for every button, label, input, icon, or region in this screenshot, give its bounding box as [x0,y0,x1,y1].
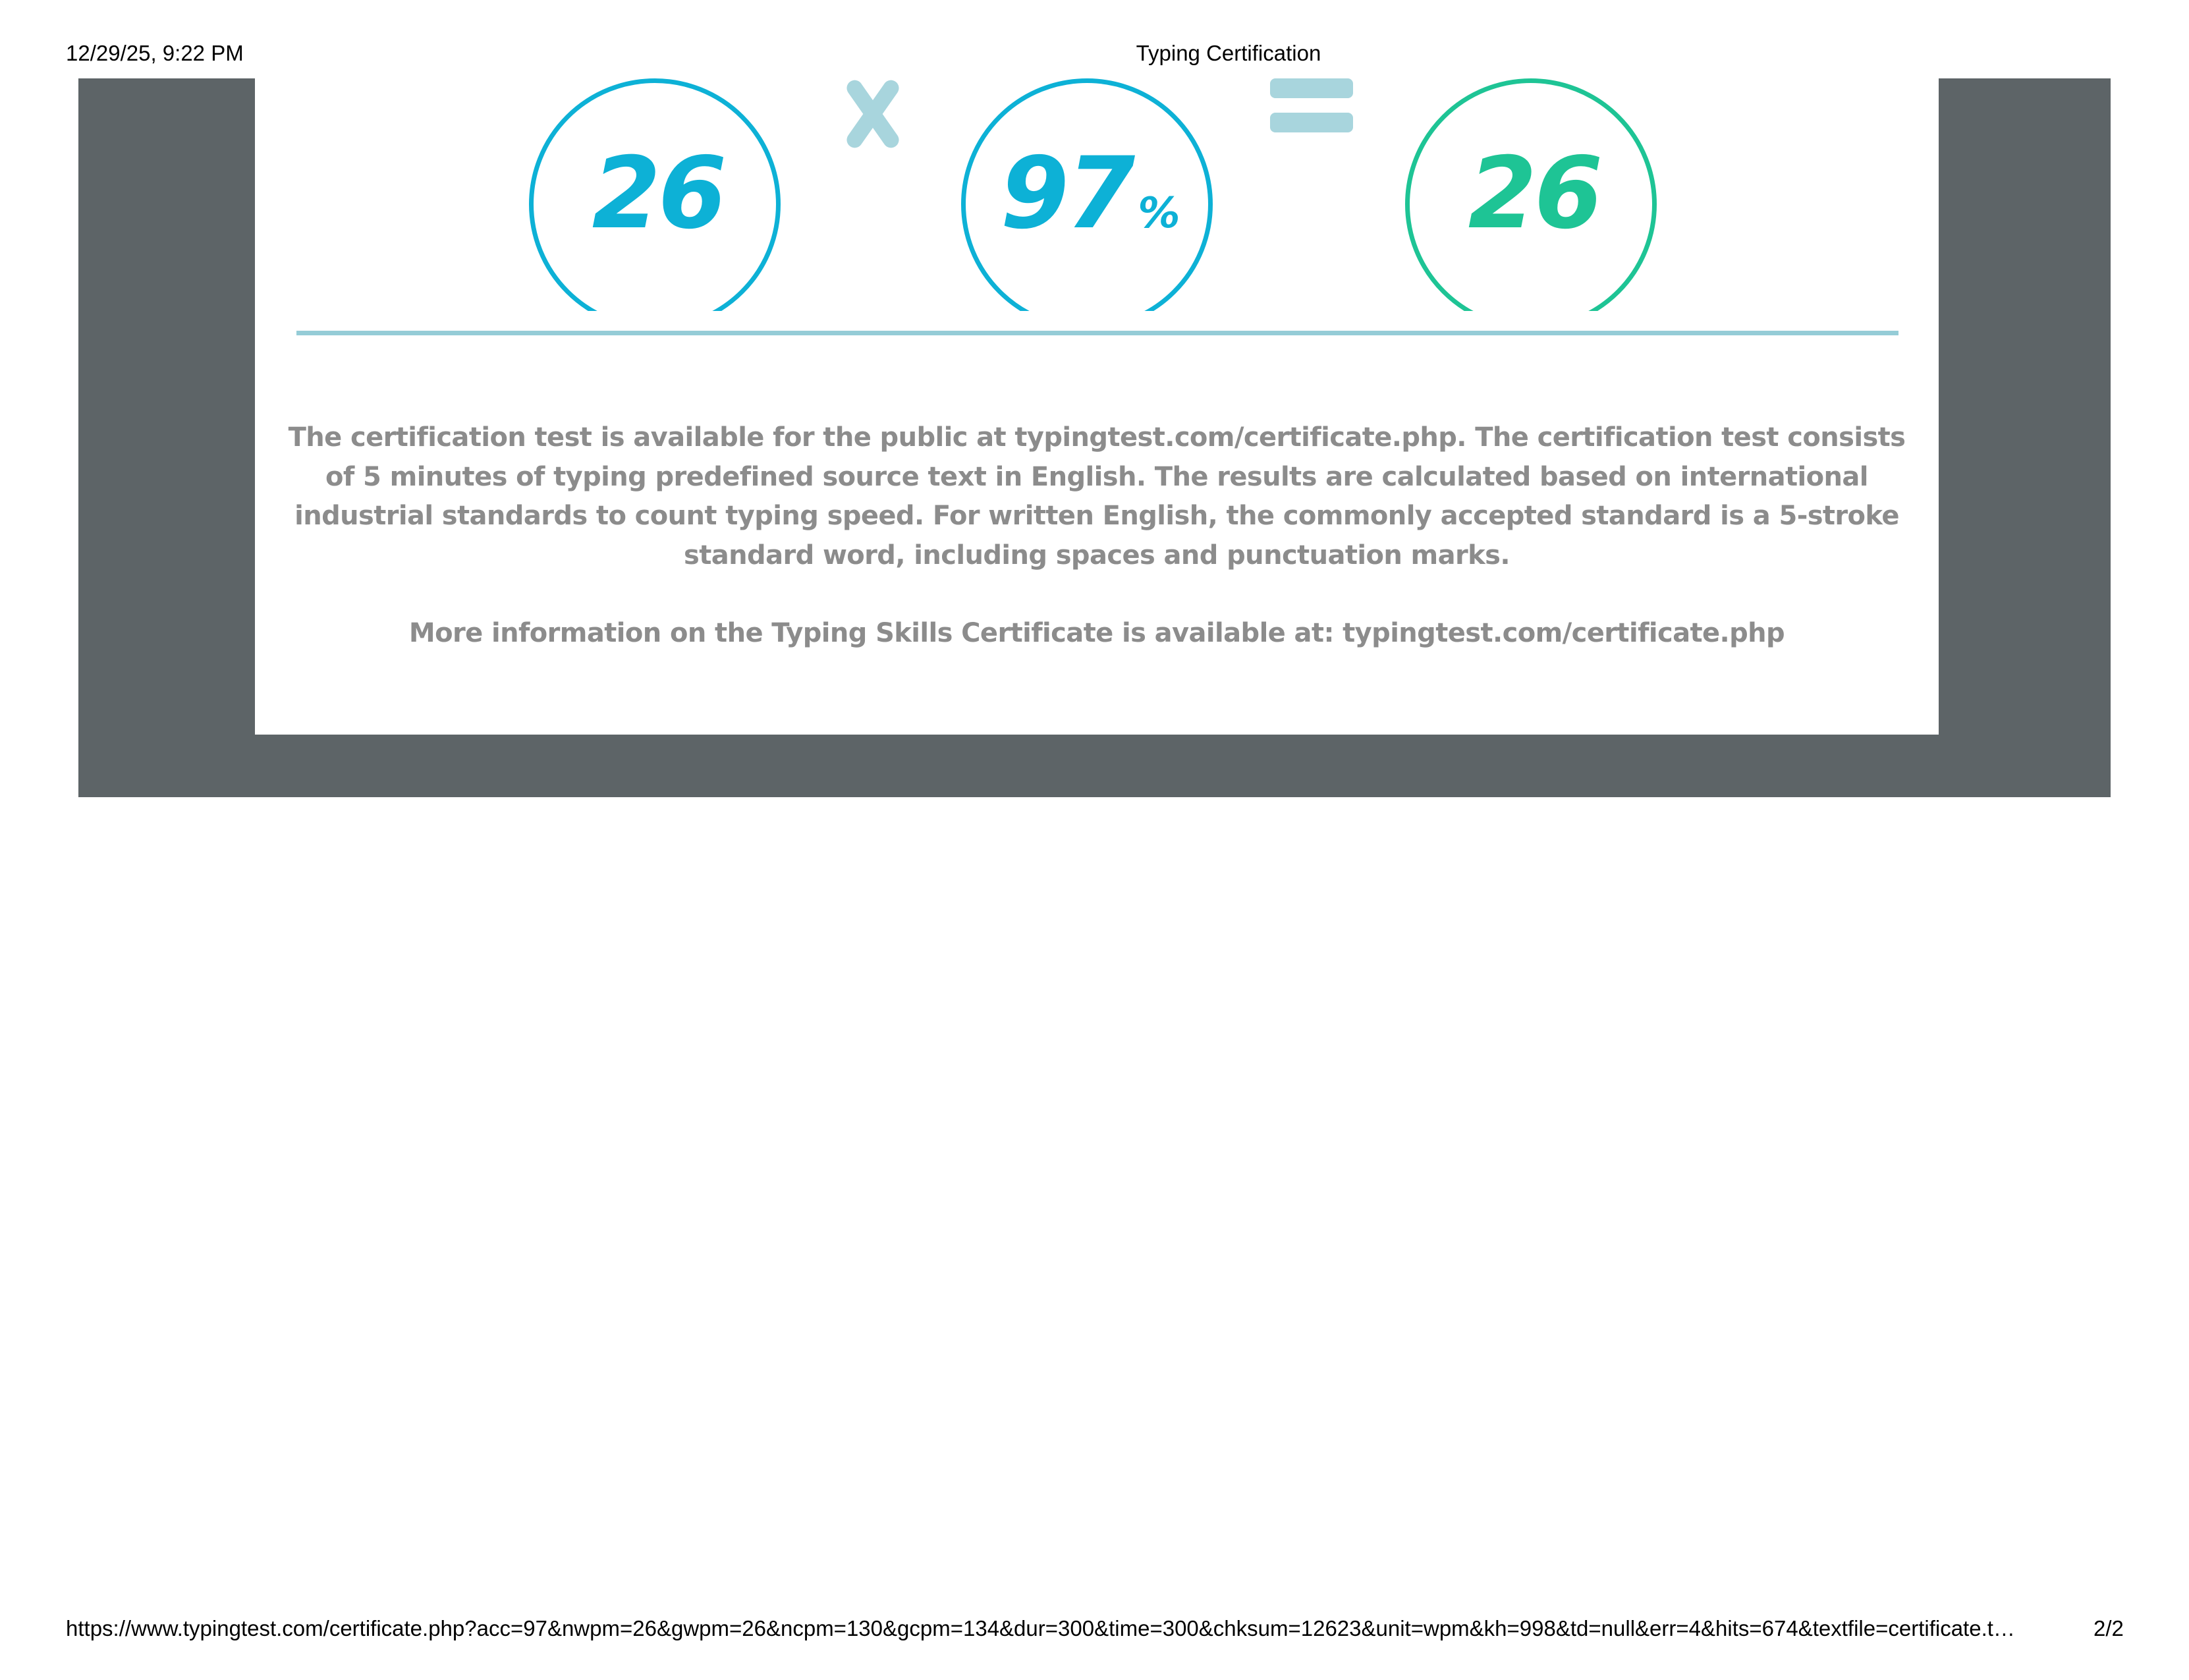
print-footer-url: https://www.typingtest.com/certificate.php?acc=97&nwpm=26&gwpm=26&ncpm=130&gcpm=134&dur=300&time=300&chksum=12623&unit=wpm&kh=998&td=null&err=4&hits=674&textfile=certificate.t… [66,1616,2015,1640]
speed-score [526,78,790,311]
print-header-title: Typing Certification [1136,41,1321,65]
accuracy-score [958,78,1222,311]
print-header-datetime: 12/29/25, 9:22 PM [66,41,244,65]
certificate-card [255,78,1939,735]
net-speed-value: 26 [1468,136,1601,251]
net-speed-score [1402,78,1666,311]
divider [296,331,1898,335]
equals-icon [1270,78,1353,147]
speed-value: 26 [592,136,725,251]
accuracy-value: 97 [1000,136,1133,251]
certificate-description: The certification test is available for the public at typingtest.com/certificate.php. The certification test consists of 5 minutes of typing predefined source text in English. The results are calculated based on international industrial standards to count typing speed. For written English, the commonly accepted standard is a 5-stroke standard word, including spaces and punctuation marks. [288,422,1906,571]
accuracy-unit: % [1138,189,1180,238]
print-footer-page-number: 2/2 [2093,1616,2124,1640]
more-info-text: More information on the Typing Skills Certificate is available at: typingtest.com/certificate.php [408,618,1785,648]
accuracy-value-wrap [958,136,1222,251]
multiply-icon [835,78,907,151]
